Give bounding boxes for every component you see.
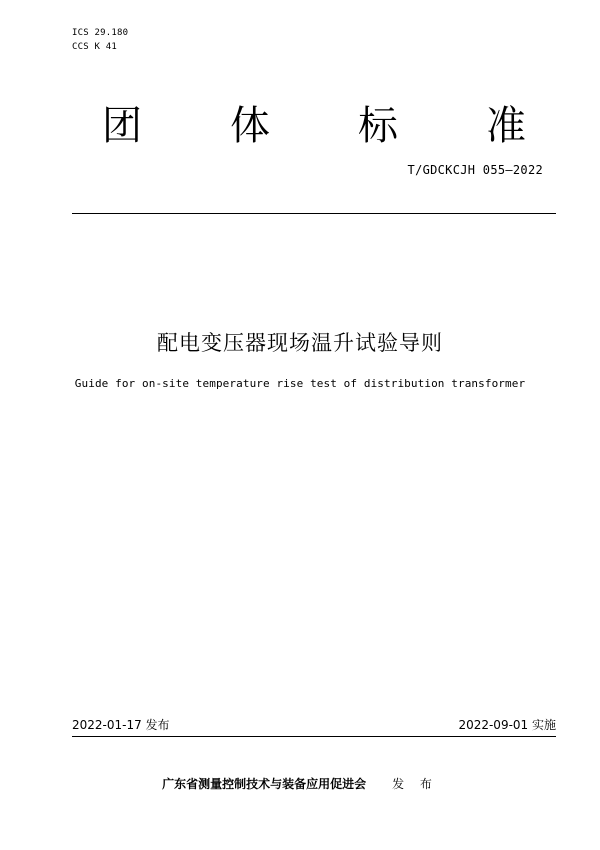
- standard-type-char: 准: [486, 103, 526, 149]
- publisher-line: [0, 775, 600, 792]
- ics-code: ICS 29.180: [72, 28, 129, 38]
- standard-type-char: 标: [358, 103, 398, 149]
- implementation-date: 2022-09-01 实施: [458, 718, 556, 732]
- standard-type-char: 团: [102, 103, 142, 149]
- document-title-english: Guide for on-site temperature rise test of distribution transformer: [74, 377, 526, 390]
- ccs-code: CCS K 41: [72, 42, 117, 52]
- top-divider: [72, 213, 556, 214]
- classification-codes: [72, 27, 128, 55]
- standard-type-char: 体: [230, 103, 270, 149]
- standard-number: T/GDCKCJH 055—2022: [407, 163, 543, 177]
- release-date: 2022-01-17 发布: [72, 718, 170, 732]
- publisher-name: 广东省测量控制技术与装备应用促进会: [162, 777, 367, 791]
- publish-action: 发 布: [392, 777, 438, 791]
- standard-type-title: [72, 100, 556, 152]
- document-title-chinese: 配电变压器现场温升试验导则: [157, 331, 443, 355]
- bottom-divider: [72, 736, 556, 737]
